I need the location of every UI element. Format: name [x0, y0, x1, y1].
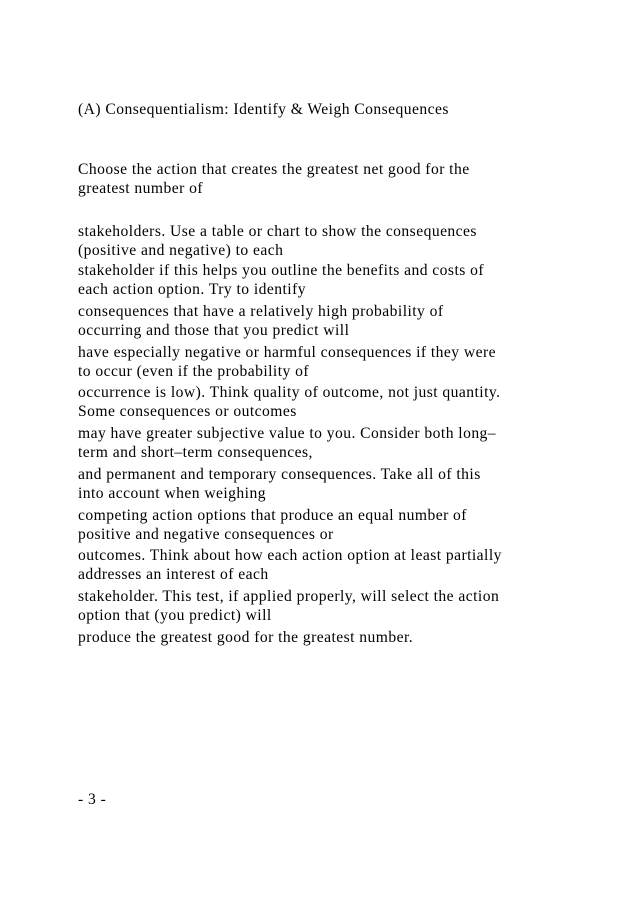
section-heading: (A) Consequentialism: Identify & Weigh Consequences [78, 101, 449, 118]
paragraph-line: stakeholder. This test, if applied properly, will select the action [78, 588, 500, 605]
paragraph-line: may have greater subjective value to you. Consider both long– [78, 425, 497, 442]
paragraph-line: (positive and negative) to each [78, 242, 284, 259]
paragraph-line: outcomes. Think about how each action option at least partially [78, 547, 502, 564]
paragraph-line: competing action options that produce an equal number of [78, 507, 467, 524]
paragraph-line: have especially negative or harmful consequences if they were [78, 344, 496, 361]
paragraph-line: stakeholders. Use a table or chart to show the consequences [78, 223, 477, 240]
paragraph-line: term and short–term consequences, [78, 444, 313, 461]
paragraph-line: occurrence is low). Think quality of outcome, not just quantity. [78, 384, 501, 401]
paragraph-line: greatest number of [78, 180, 204, 197]
paragraph-line: occurring and those that you predict will [78, 322, 350, 339]
paragraph-line: produce the greatest good for the greatest number. [78, 629, 414, 646]
paragraph-line: each action option. Try to identify [78, 281, 306, 298]
paragraph-line: into account when weighing [78, 485, 266, 502]
paragraph-line: positive and negative consequences or [78, 526, 334, 543]
paragraph-line: option that (you predict) will [78, 607, 272, 624]
paragraph-line: addresses an interest of each [78, 566, 269, 583]
paragraph-line: Some consequences or outcomes [78, 403, 297, 420]
paragraph-line: and permanent and temporary consequences. Take all of this [78, 466, 481, 483]
paragraph-line: Choose the action that creates the greatest net good for the [78, 161, 470, 178]
paragraph-line: stakeholder if this helps you outline the benefits and costs of [78, 262, 484, 279]
paragraph-line: to occur (even if the probability of [78, 363, 309, 380]
page-number: - 3 - [78, 791, 107, 808]
paragraph-line: consequences that have a relatively high probability of [78, 303, 444, 320]
